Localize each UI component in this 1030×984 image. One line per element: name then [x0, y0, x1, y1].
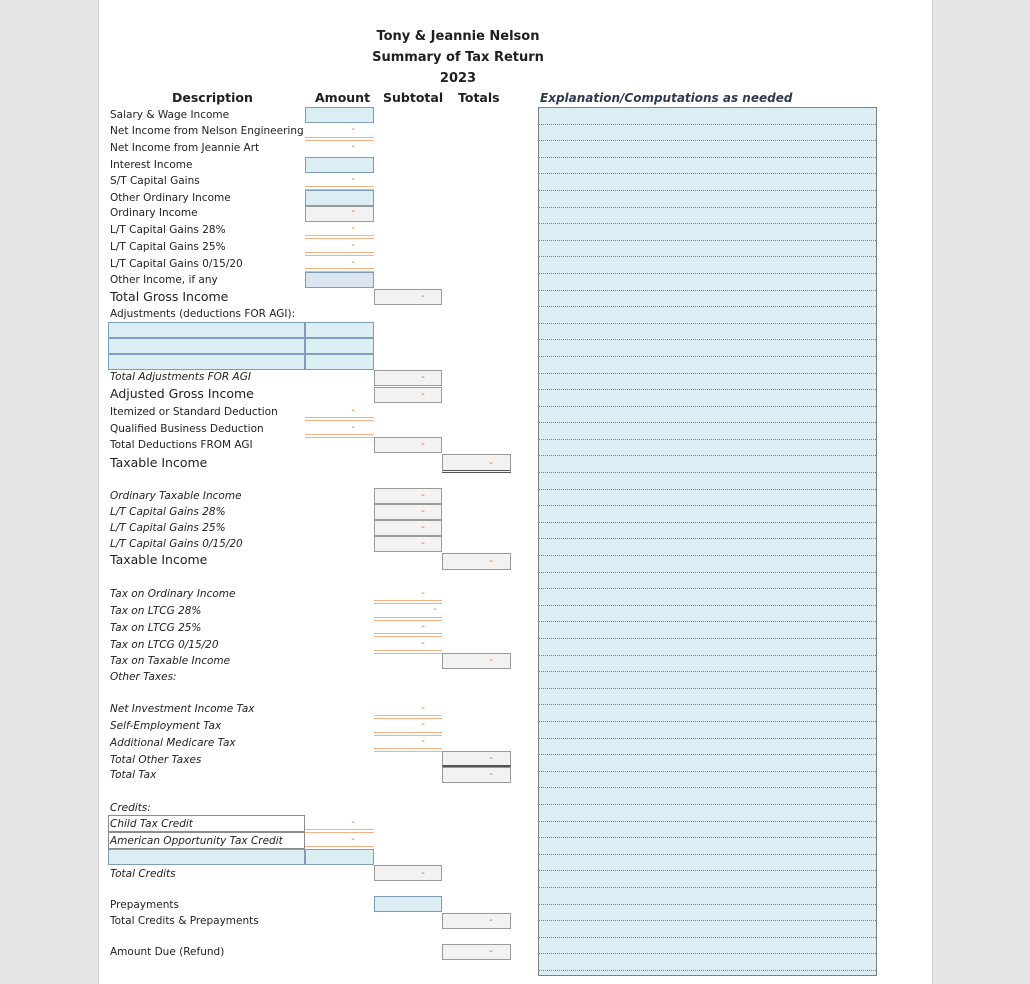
explanation-row[interactable]: [539, 407, 876, 424]
tax-ltcg25-value: -: [421, 621, 425, 632]
label-aotc: American Opportunity Tax Credit: [110, 835, 283, 847]
explanation-row[interactable]: [539, 257, 876, 274]
explanation-row[interactable]: [539, 556, 876, 573]
underline: [374, 748, 442, 752]
taxable-income-total: -: [489, 458, 493, 469]
explanation-row[interactable]: [539, 506, 876, 523]
label-other-income: Other Income, if any: [110, 274, 218, 286]
label-tb-lt015: L/T Capital Gains 0/15/20: [110, 538, 243, 550]
underline: [374, 633, 442, 637]
underline: [305, 829, 374, 833]
tax-ordinary-value: -: [421, 588, 425, 599]
adjustment-amount-input-1[interactable]: [305, 322, 374, 338]
label-total-deductions: Total Deductions FROM AGI: [110, 439, 253, 451]
label-lt25: L/T Capital Gains 25%: [110, 241, 226, 253]
credit-amount-input[interactable]: [305, 849, 374, 865]
underline: [305, 417, 374, 421]
label-amount-due: Amount Due (Refund): [110, 946, 225, 958]
totals-header: Totals: [458, 90, 500, 105]
explanation-row[interactable]: [539, 888, 876, 905]
label-tax-ltcg015: Tax on LTCG 0/15/20: [110, 639, 219, 651]
lt28-amount: -: [351, 223, 355, 234]
explanation-row[interactable]: [539, 954, 876, 971]
label-tax-ordinary: Tax on Ordinary Income: [110, 588, 236, 600]
tax-year: 2023: [439, 71, 477, 86]
explanation-row[interactable]: [539, 871, 876, 888]
underline: [305, 235, 374, 239]
total-adjustments-value: -: [421, 372, 425, 383]
explanation-row[interactable]: [539, 672, 876, 689]
explanation-row[interactable]: [539, 374, 876, 391]
medicare-tax-value: -: [421, 736, 425, 747]
label-tb-lt25: L/T Capital Gains 25%: [110, 522, 226, 534]
child-tax-credit-value: -: [351, 817, 355, 828]
explanation-row[interactable]: [539, 739, 876, 756]
label-tax-on-taxable: Tax on Taxable Income: [110, 655, 231, 667]
explanation-row[interactable]: [539, 838, 876, 855]
interest-input[interactable]: [305, 157, 374, 173]
explanation-row[interactable]: [539, 291, 876, 308]
underline: [305, 434, 374, 438]
explanation-row[interactable]: [539, 490, 876, 507]
explanation-row[interactable]: [539, 340, 876, 357]
label-qbi-deduction: Qualified Business Deduction: [110, 423, 264, 435]
label-credits-heading: Credits:: [110, 802, 151, 814]
explanation-row[interactable]: [539, 589, 876, 606]
total-other-taxes-value: -: [489, 753, 493, 764]
explanation-row[interactable]: [539, 523, 876, 540]
explanation-row[interactable]: [539, 855, 876, 872]
prepayments-input[interactable]: [374, 896, 442, 912]
explanation-row[interactable]: [539, 108, 876, 125]
explanation-row[interactable]: [539, 456, 876, 473]
explanation-row[interactable]: [539, 141, 876, 158]
taxpayer-names: Tony & Jeannie Nelson: [376, 29, 540, 44]
label-st-gains: S/T Capital Gains: [110, 175, 200, 187]
label-tax-ltcg25: Tax on LTCG 25%: [110, 622, 202, 634]
tax-ltcg015-value: -: [421, 638, 425, 649]
explanation-row[interactable]: [539, 788, 876, 805]
explanation-row[interactable]: [539, 208, 876, 225]
label-prepayments: Prepayments: [110, 899, 179, 911]
other-ordinary-input[interactable]: [305, 190, 374, 206]
explanation-row[interactable]: [539, 938, 876, 955]
explanation-row[interactable]: [539, 622, 876, 639]
label-jeannie-art: Net Income from Jeannie Art: [110, 142, 260, 154]
label-total-adjustments: Total Adjustments FOR AGI: [110, 371, 251, 383]
label-salary: Salary & Wage Income: [110, 109, 230, 121]
tb-lt28-value: -: [421, 506, 425, 517]
explanation-row[interactable]: [539, 357, 876, 374]
total-deductions-value: -: [421, 439, 425, 450]
tb-lt015-value: -: [421, 538, 425, 549]
aotc-value: -: [351, 834, 355, 845]
label-total-tax: Total Tax: [110, 769, 157, 781]
tb-lt25-value: -: [421, 522, 425, 533]
jeannie-art-amount: -: [351, 141, 355, 152]
explanation-row[interactable]: [539, 307, 876, 324]
underline: [374, 650, 442, 654]
amount-header: Amount: [315, 90, 371, 105]
label-agi: Adjusted Gross Income: [110, 386, 254, 401]
itemized-deduction-amount: -: [351, 405, 355, 416]
tb-ordinary-value: -: [421, 490, 425, 501]
lt25-amount: -: [351, 240, 355, 251]
other-income-input[interactable]: [305, 272, 374, 288]
label-medicare-tax: Additional Medicare Tax: [110, 737, 236, 749]
total-gross-subtotal: -: [421, 291, 425, 302]
label-adjustments-heading: Adjustments (deductions FOR AGI):: [110, 308, 296, 320]
explanation-row[interactable]: [539, 822, 876, 839]
label-child-tax-credit: Child Tax Credit: [110, 818, 193, 830]
explanation-row[interactable]: [539, 639, 876, 656]
label-total-other-taxes: Total Other Taxes: [110, 754, 202, 766]
total-credits-prepay-value: -: [489, 915, 493, 926]
tax-on-taxable-value: -: [489, 655, 493, 666]
underline: [305, 252, 374, 256]
explanation-row[interactable]: [539, 606, 876, 623]
amount-due-value: -: [489, 946, 493, 957]
label-tax-ltcg28: Tax on LTCG 28%: [110, 605, 202, 617]
adjustment-amount-input-3[interactable]: [305, 354, 374, 370]
explanation-row[interactable]: [539, 656, 876, 673]
label-lt28: L/T Capital Gains 28%: [110, 224, 226, 236]
tax-ltcg28-value: -: [433, 604, 437, 615]
description-header: Description: [172, 90, 253, 105]
explanation-row[interactable]: [539, 241, 876, 258]
label-other-ordinary: Other Ordinary Income: [110, 192, 231, 204]
explanation-row[interactable]: [539, 772, 876, 789]
label-nelson-engineering: Net Income from Nelson Engineering: [110, 125, 304, 137]
explanation-row[interactable]: [539, 158, 876, 175]
explanation-row[interactable]: [539, 174, 876, 191]
label-tb-taxable-income: Taxable Income: [110, 552, 208, 567]
total-tax-value: -: [489, 769, 493, 780]
explanation-row[interactable]: [539, 473, 876, 490]
explanation-row[interactable]: [539, 689, 876, 706]
explanation-row[interactable]: [539, 905, 876, 922]
label-se-tax: Self-Employment Tax: [110, 720, 222, 732]
explanation-row[interactable]: [539, 539, 876, 556]
salary-input[interactable]: [305, 107, 374, 123]
adjustment-description-input-3[interactable]: [108, 354, 305, 370]
explanation-area[interactable]: [538, 107, 877, 976]
label-niit: Net Investment Income Tax: [110, 703, 255, 715]
explanation-row[interactable]: [539, 440, 876, 457]
explanation-row[interactable]: [539, 274, 876, 291]
explanation-row[interactable]: [539, 755, 876, 772]
agi-value: -: [421, 389, 425, 400]
label-interest: Interest Income: [110, 159, 193, 171]
subtotal-header: Subtotal: [383, 90, 444, 105]
credit-description-input[interactable]: [108, 849, 305, 865]
label-lt015: L/T Capital Gains 0/15/20: [110, 258, 243, 270]
se-tax-value: -: [421, 719, 425, 730]
nelson-eng-amount: -: [351, 124, 355, 135]
explanation-row[interactable]: [539, 125, 876, 142]
explanation-row[interactable]: [539, 324, 876, 341]
explanation-row[interactable]: [539, 921, 876, 938]
label-other-taxes: Other Taxes:: [110, 671, 177, 683]
label-ordinary-income: Ordinary Income: [110, 207, 198, 219]
label-taxable-income: Taxable Income: [110, 455, 208, 470]
label-tb-lt28: L/T Capital Gains 28%: [110, 506, 226, 518]
qbi-deduction-amount: -: [351, 422, 355, 433]
adjustment-description-input-1[interactable]: [108, 322, 305, 338]
label-itemized-deduction: Itemized or Standard Deduction: [110, 406, 278, 418]
label-total-credits: Total Credits: [110, 868, 176, 880]
label-ordinary-taxable: Ordinary Taxable Income: [110, 490, 242, 502]
explanation-header: Explanation/Computations as needed: [540, 91, 793, 105]
explanation-row[interactable]: [539, 722, 876, 739]
niit-value: -: [421, 703, 425, 714]
lt015-amount: -: [351, 257, 355, 268]
tb-taxable-total: -: [489, 556, 493, 567]
st-gains-amount: -: [351, 174, 355, 185]
explanation-row[interactable]: [539, 224, 876, 241]
explanation-row[interactable]: [539, 573, 876, 590]
ordinary-income-amount: -: [351, 206, 355, 217]
document-title: Summary of Tax Return: [372, 50, 544, 65]
explanation-row[interactable]: [539, 705, 876, 722]
label-total-gross-income: Total Gross Income: [110, 289, 229, 304]
total-credits-value: -: [421, 868, 425, 879]
explanation-row[interactable]: [539, 191, 876, 208]
adjustment-amount-input-2[interactable]: [305, 338, 374, 354]
label-total-credits-prepayments: Total Credits & Prepayments: [110, 915, 259, 927]
adjustment-description-input-2[interactable]: [108, 338, 305, 354]
explanation-row[interactable]: [539, 390, 876, 407]
explanation-row[interactable]: [539, 423, 876, 440]
explanation-row[interactable]: [539, 805, 876, 822]
